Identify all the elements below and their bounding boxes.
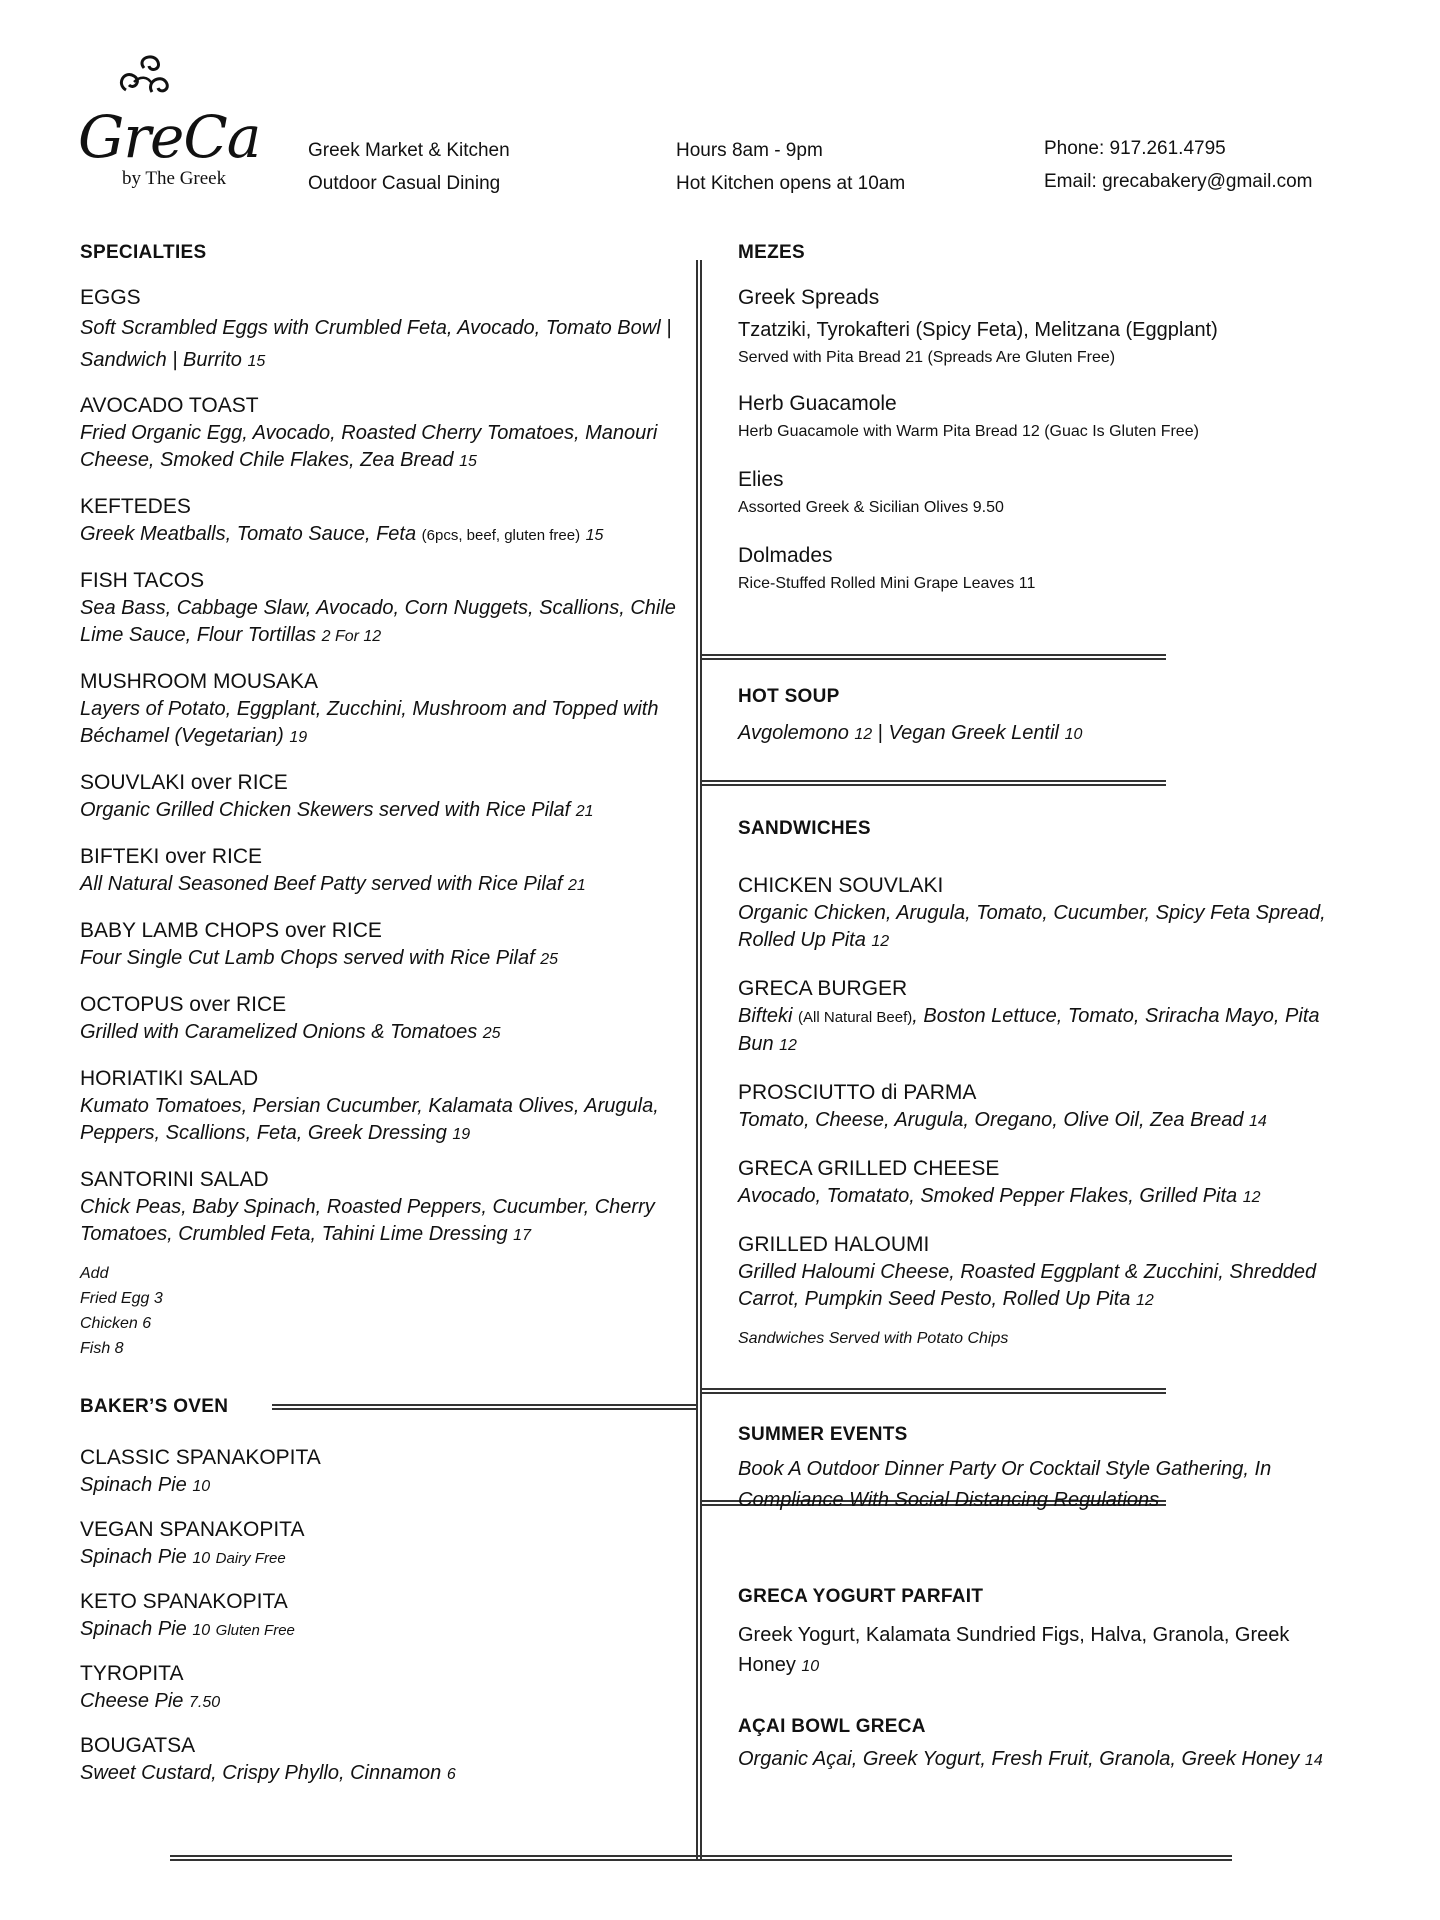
menu-item [80, 567, 680, 650]
item-name: OCTOPUS over RICE [80, 993, 287, 1016]
mezes-divider [700, 654, 1166, 660]
section-title: BAKER’S OVEN [80, 1396, 229, 1417]
menu-item [80, 493, 680, 549]
item-name: TYROPITA [80, 1662, 184, 1685]
item-desc [80, 945, 680, 973]
item-name: SANTORINI SALAD [80, 1168, 269, 1191]
logo-tagline: by The Greek [122, 168, 227, 189]
item-price: 15 [585, 527, 604, 544]
header-venue-line: Outdoor Casual Dining [308, 173, 501, 194]
item-detail: Served with Pita Bread 21 (Spreads Are Gluten Free) [738, 349, 1116, 366]
item-desc [738, 1744, 1348, 1776]
section-title: GRECA YOGURT PARFAIT [738, 1586, 984, 1607]
item-desc [80, 1472, 680, 1500]
item-desc: Tzatziki, Tyrokafteri (Spicy Feta), Melitzana (Eggplant) [738, 319, 1218, 341]
menu-item [80, 843, 680, 899]
item-detail: Assorted Greek & Sicilian Olives 9.50 [738, 499, 1004, 516]
item-desc [80, 1760, 680, 1788]
header-info-venue [308, 134, 510, 200]
item-price: 19 [452, 1126, 471, 1143]
item-desc-text: Avocado, Tomatato, Smoked Pepper Flakes, Grilled Pita [738, 1185, 1238, 1207]
column-divider [696, 260, 702, 1860]
section-title: SANDWICHES [738, 818, 871, 839]
soup-name: Vegan Greek Lentil [888, 722, 1059, 744]
summer-events-desc: Book A Outdoor Dinner Party Or Cocktail Style Gathering, In Compliance With Social Distancing Regulations [738, 1458, 1272, 1511]
item-name: EGGS [80, 286, 141, 309]
menu-item [738, 1155, 1348, 1211]
item-name: Dolmades [738, 544, 833, 567]
header-info-contact [1044, 132, 1313, 198]
logo-swirl-icon [104, 50, 184, 110]
item-price: 10 [801, 1658, 820, 1675]
item-desc-text: Organic Chicken, Arugula, Tomato, Cucumber, Spicy Feta Spread, Rolled Up Pita [738, 902, 1326, 951]
section-title: HOT SOUP [738, 686, 840, 707]
item-price: 17 [513, 1227, 531, 1244]
item-desc [80, 521, 680, 549]
bakers-oven-section [80, 1396, 680, 1788]
add-on-item: Fish 8 [80, 1340, 124, 1357]
item-desc-text: Sea Bass, Cabbage Slaw, Avocado, Corn Nuggets, Scallions, Chile Lime Sauce, Flour Tortillas [80, 597, 676, 646]
item-note: (All Natural Beef) [798, 1009, 913, 1026]
add-ons-label: Add [80, 1265, 109, 1282]
item-price: 10 [192, 1550, 211, 1567]
menu-item [738, 540, 1348, 596]
item-desc-text: All Natural Seasoned Beef Patty served with Rice Pilaf [80, 873, 563, 895]
item-name: MUSHROOM MOUSAKA [80, 670, 319, 693]
item-desc-text: Spinach Pie [80, 1546, 187, 1568]
item-desc-text: Bifteki [738, 1005, 793, 1027]
header-info-hours [676, 134, 905, 200]
item-desc [80, 1544, 680, 1572]
item-desc-text: Greek Meatballs, Tomato Sauce, Feta [80, 523, 417, 545]
item-desc-text: Grilled with Caramelized Onions & Tomatoes [80, 1021, 478, 1043]
item-price: 10 [192, 1478, 211, 1495]
item-desc-text: Kumato Tomatoes, Persian Cucumber, Kalamata Olives, Arugula, Peppers, Scallions, Feta, Greek Dressing [80, 1095, 659, 1144]
item-desc [738, 1107, 1348, 1135]
item-desc [738, 1003, 1348, 1059]
separator: | [877, 722, 883, 744]
item-desc-text: Spinach Pie [80, 1474, 187, 1496]
item-desc-text: Tomato, Cheese, Arugula, Oregano, Olive Oil, Zea Bread [738, 1109, 1244, 1131]
item-desc [738, 900, 1348, 955]
add-on-item: Fried Egg 3 [80, 1290, 163, 1307]
menu-item [80, 392, 680, 475]
item-desc-text: Chick Peas, Baby Spinach, Roasted Peppers, Cucumber, Cherry Tomatoes, Crumbled Feta, Tahini Lime Dressing [80, 1196, 655, 1245]
menu-item [738, 388, 1348, 444]
section-title: AÇAI BOWL GRECA [738, 1716, 926, 1737]
add-ons [80, 1261, 680, 1361]
menu-item [80, 1732, 680, 1788]
header-email[interactable]: Email: grecabakery@gmail.com [1044, 171, 1313, 192]
item-desc-text: Layers of Potato, Eggplant, Zucchini, Mushroom and Topped with Béchamel (Vegetarian) [80, 698, 659, 747]
item-price: 15 [459, 453, 477, 470]
hot-soup-section [738, 686, 1348, 748]
item-price: 12 [779, 1037, 797, 1054]
item-detail: Herb Guacamole with Warm Pita Bread 12 (Guac Is Gluten Free) [738, 423, 1199, 440]
menu-item [738, 1231, 1348, 1314]
item-desc-text: Sweet Custard, Crispy Phyllo, Cinnamon [80, 1762, 442, 1784]
add-on-item: Chicken 6 [80, 1315, 152, 1332]
soup-price: 12 [854, 726, 873, 743]
header-hours-line: Hours 8am - 9pm [676, 140, 823, 161]
hot-soup-divider [700, 780, 1166, 786]
menu-item [80, 917, 680, 973]
item-desc-text: Four Single Cut Lamb Chops served with Rice Pilaf [80, 947, 535, 969]
item-name: AVOCADO TOAST [80, 394, 259, 417]
item-name: KETO SPANAKOPITA [80, 1590, 288, 1613]
item-name: Herb Guacamole [738, 392, 897, 415]
item-name: KEFTEDES [80, 495, 191, 518]
item-desc-text: Fried Organic Egg, Avocado, Roasted Cherry Tomatoes, Manouri Cheese, Smoked Chile Flakes, Zea Bread [80, 422, 658, 471]
menu-item [80, 1166, 680, 1249]
item-price: 12 [871, 933, 890, 950]
menu-item [738, 872, 1348, 955]
mezes-section [738, 242, 1348, 596]
summer-events-section [738, 1424, 1348, 1516]
menu-item [80, 1516, 680, 1572]
menu-item [80, 1065, 680, 1148]
item-desc [80, 1019, 680, 1047]
item-desc-text: Spinach Pie [80, 1618, 187, 1640]
footer-divider [170, 1855, 1232, 1861]
menu-item [738, 282, 1348, 370]
menu-item [738, 1079, 1348, 1135]
item-name: BABY LAMB CHOPS over RICE [80, 919, 382, 942]
parfait-section [738, 1586, 1348, 1682]
item-price: 6 [446, 1766, 456, 1783]
section-title: SUMMER EVENTS [738, 1424, 908, 1445]
sandwiches-section [738, 818, 1348, 1348]
item-desc [738, 1259, 1348, 1314]
logo-wordmark: GreCa [78, 103, 261, 171]
item-price: 19 [289, 729, 308, 746]
item-price: 25 [540, 951, 559, 968]
item-desc [738, 1183, 1348, 1211]
menu-item [80, 991, 680, 1047]
item-desc [80, 797, 680, 825]
item-name: HORIATIKI SALAD [80, 1067, 259, 1090]
menu-item [80, 1660, 680, 1716]
item-name: VEGAN SPANAKOPITA [80, 1518, 305, 1541]
menu-item [80, 668, 680, 751]
item-price: 21 [575, 803, 594, 820]
item-desc [80, 1616, 680, 1644]
item-price: 12 [1135, 1292, 1154, 1309]
menu-item [80, 769, 680, 825]
header-hours-line: Hot Kitchen opens at 10am [676, 173, 906, 194]
sandwiches-divider [700, 1388, 1166, 1394]
menu-item [738, 464, 1348, 520]
item-desc [80, 871, 680, 899]
header-venue-line: Greek Market & Kitchen [308, 140, 510, 161]
item-price: 15 [247, 353, 266, 370]
item-name: FISH TACOS [80, 569, 205, 592]
item-desc-text: Soft Scrambled Eggs with Crumbled Feta, Avocado, Tomato Bowl | Sandwich | Burrito [80, 317, 672, 371]
item-price: 14 [1249, 1113, 1267, 1130]
item-desc [738, 1620, 1348, 1682]
item-name: Elies [738, 468, 784, 491]
item-name: GRECA GRILLED CHEESE [738, 1157, 1000, 1180]
item-note: Dairy Free [215, 1550, 286, 1567]
item-price: 21 [568, 877, 586, 894]
menu-item [80, 284, 680, 378]
soup-name: Avgolemono [738, 722, 849, 744]
item-price: 25 [482, 1025, 501, 1042]
item-name: SOUVLAKI over RICE [80, 771, 288, 794]
item-desc-text: Organic Açai, Greek Yogurt, Fresh Fruit, Granola, Greek Honey [738, 1748, 1300, 1770]
item-desc-text: Greek Yogurt, Kalamata Sundried Figs, Halva, Granola, Greek Honey [738, 1624, 1290, 1676]
item-price: 14 [1304, 1752, 1323, 1769]
specialties-section [80, 242, 680, 1361]
item-desc-text: , Boston Lettuce, Tomato, Sriracha Mayo, Pita Bun [738, 1005, 1320, 1055]
item-price: 10 [192, 1622, 211, 1639]
item-name: CHICKEN SOUVLAKI [738, 874, 944, 897]
item-detail: Rice-Stuffed Rolled Mini Grape Leaves 11 [738, 575, 1036, 592]
menu-item [80, 1444, 680, 1500]
item-desc [80, 696, 680, 751]
header-phone[interactable]: Phone: 917.261.4795 [1044, 138, 1226, 159]
item-desc [80, 1093, 680, 1148]
item-name: GRECA BURGER [738, 977, 908, 1000]
item-price: 7.50 [188, 1694, 221, 1711]
item-note: (6pcs, beef, gluten free) [421, 527, 581, 544]
item-desc [80, 595, 680, 650]
item-desc [80, 1194, 680, 1249]
item-price: 2 For 12 [321, 628, 382, 645]
item-desc [80, 312, 680, 378]
soup-line [738, 720, 1348, 748]
item-price: 12 [1242, 1189, 1261, 1206]
sandwiches-footnote: Sandwiches Served with Potato Chips [738, 1330, 1009, 1347]
item-name: BIFTEKI over RICE [80, 845, 263, 868]
item-name: Greek Spreads [738, 286, 880, 309]
item-name: BOUGATSA [80, 1734, 196, 1757]
item-name: GRILLED HALOUMI [738, 1233, 930, 1256]
item-desc [80, 1688, 680, 1716]
item-desc-text: Organic Grilled Chicken Skewers served with Rice Pilaf [80, 799, 571, 821]
item-desc-text: Grilled Haloumi Cheese, Roasted Eggplant & Zucchini, Shredded Carrot, Pumpkin Seed Pesto, Rolled Up Pita [738, 1261, 1317, 1310]
item-desc [80, 420, 680, 475]
soup-price: 10 [1064, 726, 1083, 743]
acai-section [738, 1716, 1348, 1776]
menu-item [80, 1588, 680, 1644]
item-note: Gluten Free [215, 1622, 295, 1639]
item-desc-text: Cheese Pie [80, 1690, 184, 1712]
section-title: MEZES [738, 242, 805, 263]
logo [70, 50, 270, 210]
menu-item [738, 975, 1348, 1059]
item-name: PROSCIUTTO di PARMA [738, 1081, 977, 1104]
section-title: SPECIALTIES [80, 242, 207, 263]
item-name: CLASSIC SPANAKOPITA [80, 1446, 321, 1469]
